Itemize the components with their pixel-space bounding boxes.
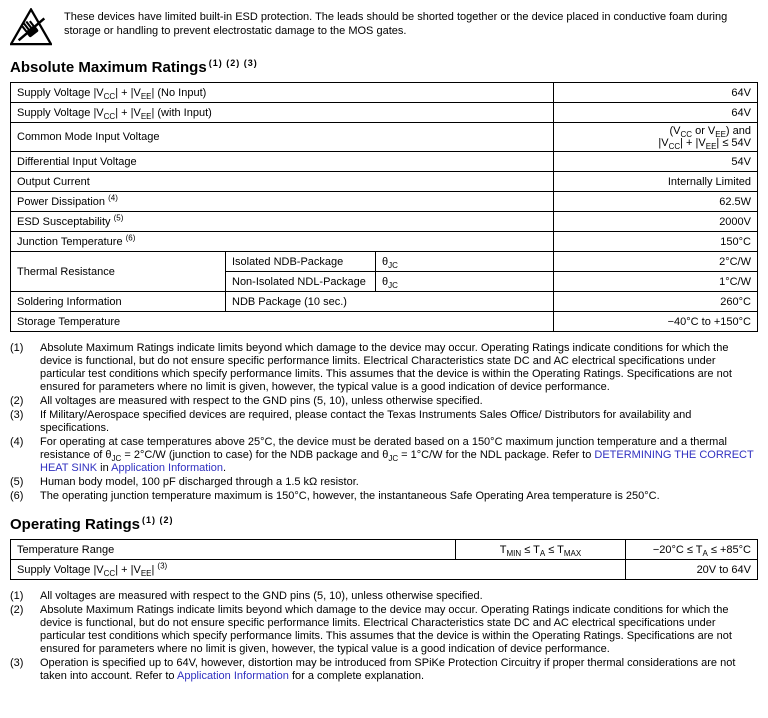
row-label: Output Current: [11, 172, 554, 192]
row-value: 1°C/W: [554, 272, 758, 292]
op-ratings-heading-text: Operating Ratings: [10, 516, 141, 533]
esd-notice-text: These devices have limited built-in ESD protection. The leads should be shorted together or the device placed in conductive foam during storage or handling to prevent electrostatic damage to the MOS gates.: [64, 11, 728, 37]
table-row: [11, 192, 758, 212]
row-label: Power Dissipation $^{(4)}$: [11, 192, 554, 212]
application-information-link[interactable]: Application Information: [111, 462, 224, 474]
footnote: [10, 604, 758, 656]
footnote: [10, 409, 758, 435]
abs-max-table: [10, 82, 758, 332]
row-symbol: $\theta_{JC}$: [376, 252, 554, 272]
table-row: [11, 252, 758, 272]
row-label: Soldering Information: [11, 292, 226, 312]
footnote-number: (2): [10, 395, 24, 407]
footnote-text: All voltages are measured with respect to the GND pins (5, 10), unless otherwise specified.: [40, 395, 483, 407]
table-row: [11, 103, 758, 123]
footnote-text: Human body model, 100 pF discharged through a 1.5 kΩ resistor.: [40, 476, 359, 488]
row-value: 62.5W: [554, 192, 758, 212]
footnote-text: If Military/Aerospace specified devices are required, please contact the Texas Instruments Sales Office/ Distributors for availability and specifications.: [40, 409, 692, 434]
row-value: $-20^\circ C \le T_A \le +85^\circ C$: [626, 540, 758, 560]
op-ratings-heading-note-refs: (1) (2): [142, 515, 174, 525]
table-row: [11, 540, 758, 560]
row-value: 260°C: [554, 292, 758, 312]
abs-max-heading-note-refs: (1) (2) (3): [208, 58, 258, 68]
footnote: [10, 590, 758, 603]
row-label: Supply Voltage $|V_{CC}| + |V_{EE}|$ (No Input): [11, 83, 554, 103]
footnote: [10, 476, 758, 489]
footnote-text: [40, 436, 758, 475]
footnote: [10, 436, 758, 475]
footnote-text-segment: .: [223, 462, 227, 474]
row-package: Isolated NDB-Package: [226, 252, 376, 272]
row-value: ($V_{CC}$ or $V_{EE}$) and $|V_{CC}| + |V_{EE}| \le 54V$: [554, 123, 758, 152]
footnote-number: (1): [10, 342, 24, 354]
op-ratings-heading: [10, 515, 758, 533]
abs-max-heading: [10, 58, 758, 76]
table-row: [11, 172, 758, 192]
row-value: 2°C/W: [554, 252, 758, 272]
row-condition: $T_{MIN} \le T_A \le T_{MAX}$: [456, 540, 626, 560]
table-row: [11, 292, 758, 312]
abs-max-footnotes: [10, 342, 758, 503]
row-label: Differential Input Voltage: [11, 152, 554, 172]
footnote-text: [40, 657, 758, 683]
footnote-number: (2): [10, 604, 24, 616]
footnote: [10, 657, 758, 683]
row-value: 20V to 64V: [626, 560, 758, 580]
row-label: Supply Voltage $|V_{CC}| + |V_{EE}|$ (with Input): [11, 103, 554, 123]
application-information-link[interactable]: Application Information: [176, 670, 289, 682]
table-row: [11, 232, 758, 252]
footnote: [10, 490, 758, 503]
footnote: [10, 395, 758, 408]
footnote-text-segment: in: [97, 462, 112, 474]
esd-warning-icon: [10, 8, 52, 46]
row-value: 64V: [554, 83, 758, 103]
row-value: −40°C to +150°C: [554, 312, 758, 332]
row-label: Junction Temperature $^{(6)}$: [11, 232, 554, 252]
table-row: [11, 560, 758, 580]
row-value: 54V: [554, 152, 758, 172]
row-label: Common Mode Input Voltage: [11, 123, 554, 152]
row-symbol: $\theta_{JC}$: [376, 272, 554, 292]
row-value: 2000V: [554, 212, 758, 232]
op-ratings-table: [10, 539, 758, 580]
footnote-text: Absolute Maximum Ratings indicate limits beyond which damage to the device may occur. Operating Ratings indicate conditions for which the device is functional, but do not ensure specific performance limits. Electrical Characteristics state DC and AC electrical specifications under particular test conditions which specify performance limits. This assumes that the device is within the Operating Ratings. Specifications are not ensured for parameters where no limit is given, however, the typical value is a good indication of device performance.: [40, 604, 732, 655]
row-package: Non-Isolated NDL-Package: [226, 272, 376, 292]
row-package: NDB Package (10 sec.): [226, 292, 554, 312]
table-row: [11, 152, 758, 172]
footnote-number: (5): [10, 476, 24, 488]
esd-notice: [10, 8, 758, 46]
footnote-number: (3): [10, 657, 24, 669]
footnote-number: (6): [10, 490, 24, 502]
footnote-number: (4): [10, 436, 24, 448]
footnote-text-segment: For operating at case temperatures above 25°C, the device must be derated based on a 150°C maximum junction temperature and a thermal resistance of $\theta_{JC} = 2^\circ C/W$ (junction to case) for the NDB package and $\theta_{JC} = 1^\circ C/W$ for the NDL package. Refer to: [40, 436, 727, 464]
footnote-text: All voltages are measured with respect to the GND pins (5, 10), unless otherwise specified.: [40, 590, 483, 602]
footnote-text: The operating junction temperature maximum is 150°C, however, the instantaneous Safe Operating Area temperature is 250°C.: [40, 490, 660, 502]
row-value: 64V: [554, 103, 758, 123]
table-row: [11, 83, 758, 103]
determining-heat-sink-link[interactable]: DETERMINING THE CORRECT HEAT SINK: [40, 449, 754, 474]
row-label: Temperature Range: [11, 540, 456, 560]
table-row: [11, 123, 758, 152]
footnote-text-segment: for a complete explanation.: [288, 670, 425, 682]
footnote: [10, 342, 758, 394]
table-row: [11, 212, 758, 232]
row-label: Storage Temperature: [11, 312, 554, 332]
op-ratings-footnotes: [10, 590, 758, 683]
table-row: [11, 312, 758, 332]
row-label: ESD Susceptability $^{(5)}$: [11, 212, 554, 232]
footnote-text: Absolute Maximum Ratings indicate limits beyond which damage to the device may occur. Operating Ratings indicate conditions for which the device is functional, but do not ensure specific performance limits. Electrical Characteristics state DC and AC electrical specifications under particular test conditions which specify performance limits. This assumes that the device is within the Operating Ratings. Specifications are not ensured for parameters where no limit is given, however, the typical value is a good indication of device performance.: [40, 342, 732, 393]
footnote-number: (3): [10, 409, 24, 421]
abs-max-heading-text: Absolute Maximum Ratings: [10, 59, 207, 76]
row-label: Thermal Resistance: [11, 252, 226, 292]
footnote-number: (1): [10, 590, 24, 602]
row-label: Supply Voltage $|V_{CC}| + |V_{EE}|$ $^{(3)}$: [11, 560, 626, 580]
footnote-text-segment: Operation is specified up to 64V, however, distortion may be introduced from SPiKe Protection Circuitry if proper thermal considerations are not taken into account. Refer to: [40, 657, 736, 682]
row-value: Internally Limited: [554, 172, 758, 192]
row-value: 150°C: [554, 232, 758, 252]
